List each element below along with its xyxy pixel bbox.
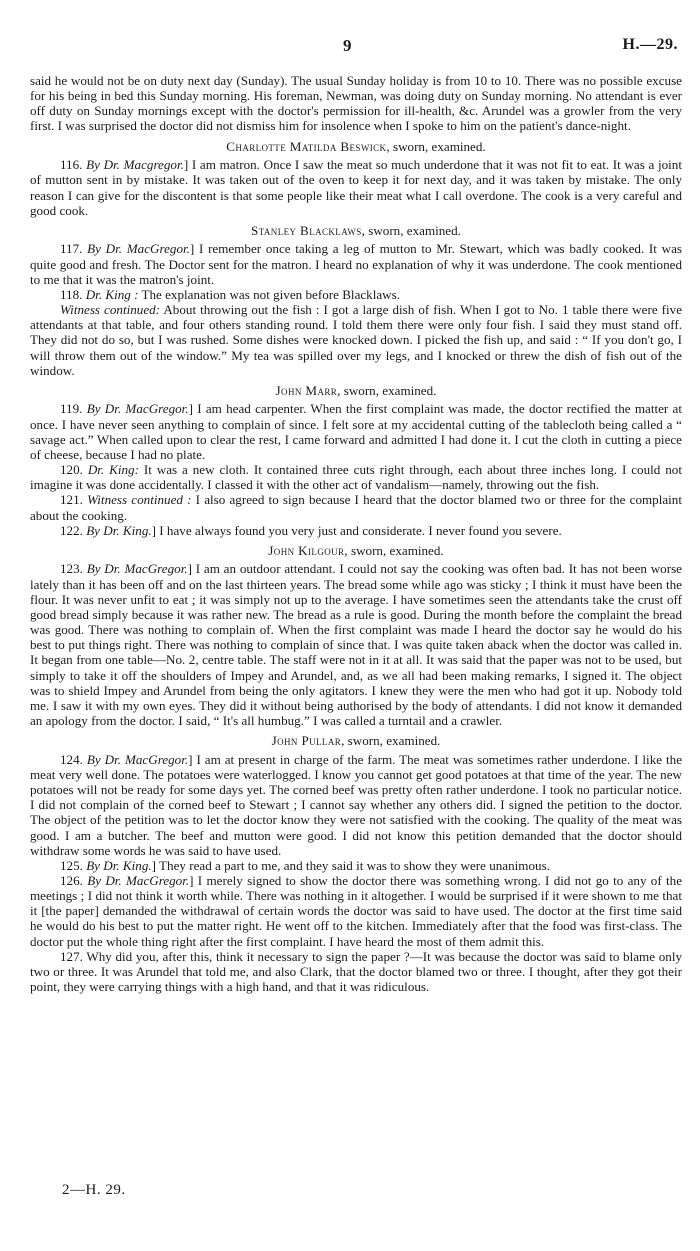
testimony-paragraph <box>30 287 682 302</box>
witness-name: Charlotte Matilda Beswick <box>226 138 387 154</box>
page-header <box>0 36 700 58</box>
question-number: 119. <box>60 401 87 417</box>
question-number: 116. <box>60 157 87 173</box>
testimony-text: It was a new cloth. It contained three cuts right through, each about three inches long. I could not imagine it was done accidentally. I classed it with the other act of vandalism—namely, throwing out the fish. <box>30 462 682 493</box>
question-number: 125. <box>60 857 87 873</box>
question-number: 123. <box>60 561 87 577</box>
testimony-text: ] I am matron. Once I saw the meat so much underdone that it was not fit to eat. It was a joint of mutton sent in by mistake. It was taken out of the oven to keep it for next day, and it was taken by mistake. The only reason I can give for the discontent is that some people like their meat what I call overdone. The cook is a very careful and good cook. <box>30 157 682 218</box>
question-number: 124. <box>60 751 87 767</box>
witness-heading <box>30 139 682 155</box>
testimony-paragraph <box>30 302 682 378</box>
witness-heading <box>30 223 682 239</box>
examiner-label: By Dr. King. <box>86 522 152 538</box>
examiner-label: By Dr. MacGregor. <box>86 401 189 417</box>
witness-name: John Marr <box>275 382 338 398</box>
body-text <box>30 73 682 994</box>
examiner-label: Dr. King : <box>85 286 139 302</box>
testimony-text: About throwing out the fish : I got a large dish of fish. When I got to No. 1 table there were five attendants at that table, and four others standing round. I told them there were only four fish. I said they must stand off. They did not do so, but I was rushed. Some dishes were knocked down. I picked the fish up, and said : “ If you don't go, I will throw them out of the window.” My tea was spilled over my legs, and I knocked or threw the dish of fish out of the window. <box>30 302 683 378</box>
testimony-paragraph <box>30 401 682 462</box>
examiner-label: By Dr. MacGregor. <box>87 241 190 257</box>
document-reference: H.—29. <box>622 36 678 53</box>
continued-paragraph: said he would not be on duty next day (Sunday). The usual Sunday holiday is from 10 to 10. There was no possible excuse for his being in bed this Sunday morning. His foreman, Newman, was doing duty on Sunday morning. No attendant is ever off duty on Sunday mornings except with the doctor's permission for ill-health, &c. Arundel was a growler from the very first. I was surprised the doctor did not dismiss him for insolence when I spoke to him on the patient's dance-night. <box>30 73 682 134</box>
witness-status: , sworn, examined. <box>341 733 441 749</box>
testimony-text: ] I am at present in charge of the farm. The meat was sometimes rather underdone. I like the meat very well done. The potatoes were waterlogged. I know you cannot get good potatoes at that time of the year. The new potatoes will not be ready for some days yet. The corned beef was pretty often rather underdone. I took no particular notice. I did not complain of the corned beef to Stewart ; I cannot say whether any others did. I signed the petition to the doctor. The object of the petition was to let the doctor know they were not satisfied with the cooking. The quality of the meat was good. I am a butcher. The beef and mutton were good. I did not know this petition demanded that the doctor should withdraw some words he was said to have used. <box>30 751 683 858</box>
testimony-text: ] I am head carpenter. When the first complaint was made, the doctor rectified the matter at once. I have never seen anything to complain of since. I felt sore at my accidental cutting of the tablecloth being called a “ savage act.” When called upon to clear the rest, I came forward and admitted I had done it. I cut the cloth in cutting a piece of cheese, because I had no plate. <box>30 401 682 462</box>
testimony-text: The explanation was not given before Blacklaws. <box>138 286 401 302</box>
witness-name: John Pullar <box>271 733 342 749</box>
testimony-text: ] I have always found you very just and considerate. I never found you severe. <box>151 522 562 538</box>
testimony-text: ] I remember once taking a leg of mutton to Mr. Stewart, which was badly cooked. It was quite good and fresh. The Doctor sent for the matron. I heard no explanation of why it was underdone. The cook mentioned to me that it was the matron's joint. <box>30 241 683 287</box>
examiner-label: Witness continued : <box>87 492 192 508</box>
testimony-paragraph <box>30 949 682 994</box>
examiner-label: By Dr. MacGregor. <box>86 561 188 577</box>
witness-status: , sworn, examined. <box>344 542 444 558</box>
question-number: 121. <box>60 492 88 508</box>
witness-name: Stanley Blacklaws <box>251 222 362 238</box>
question-number: 118. <box>60 286 86 302</box>
witness-heading <box>30 543 682 559</box>
examiner-label: By Dr. King. <box>86 857 152 873</box>
witness-name: John Kilgour <box>268 542 345 558</box>
testimony-paragraph <box>30 873 682 949</box>
testimony-paragraph <box>30 752 682 858</box>
question-number: 117. <box>60 241 88 257</box>
witness-heading <box>30 733 682 749</box>
question-number: 126. <box>60 873 88 888</box>
question-number: 122. <box>60 522 87 538</box>
witness-status: , sworn, examined. <box>386 138 486 154</box>
question-number: 127. <box>60 948 87 964</box>
examiner-label: By Dr. Macgregor. <box>86 157 184 173</box>
page-number: 9 <box>343 36 352 55</box>
testimony-paragraph <box>30 241 682 286</box>
testimony-paragraph <box>30 858 682 873</box>
examiner-label: By Dr. MacGregor. <box>87 873 190 888</box>
testimony-paragraph <box>30 492 682 522</box>
testimony-paragraph <box>30 462 682 492</box>
testimony-text: ] They read a part to me, and they said it was to show they were unanimous. <box>151 857 550 873</box>
testimony-text: ] I am an outdoor attendant. I could not say the cooking was often bad. It has not been worse lately than it has been off and on the last thirteen years. The bread some while ago was sticky ; I think it must have been the flour. It was never unfit to eat ; it was simply not up to the average. I have sometimes seen the attendants take the crust off good bread simply because it was rather new. The bread as a rule is good. During the month before the complaint the bread was good. There was nothing to complain of. When the first complaint was made I heard the doctor say he would do his best to put things right. There was nothing to complain of since that. I was quite taken aback when the doctor was called in. It began from one table—No. 2, centre table. The staff were not in it at all. It was said that the paper was not to be used, but simply to take it off the shoulders of Impey and Arundel, and, as we all had been making remarks, I signed it. The object was to shield Impey and Arundel from being the only agitators. I knew they were the men who had got it up. Nobody told me. I saw it with my own eyes. They did it without being authorised by the body of attendants. I did not know it demanded an apology from the doctor. I said, “ It's all humbug.” I was called a turntail and a crawler. <box>30 561 682 728</box>
witness-status: , sworn, examined. <box>337 382 437 398</box>
printer-signature: 2—H. 29. <box>62 1182 126 1198</box>
testimony-text: Why did you, after this, think it necessary to sign the paper ?—It was because the doctor was said to blame only two or three. It was Arundel that told me, and also Clark, that the doctor blamed two or three. I thought, after they got their point, they were carrying things with a high hand, and that it was ridiculous. <box>30 948 682 995</box>
testimony-paragraph <box>30 561 682 728</box>
examiner-label: By Dr. MacGregor. <box>86 751 189 767</box>
witness-status: , sworn, examined. <box>361 222 461 238</box>
question-number: 120. <box>60 462 88 478</box>
testimony-text: ] I merely signed to show the doctor there was something wrong. I did not go to any of the meetings ; I did not think it worth while. There was nothing in it altogether. I would be surprised if it were shown to me that it [the paper] demanded the withdrawal of certain words the doctor was said to have used. The doctor at the first time said he would do his best to put the matter right. He went off to the kitchen. Immediately after that the food was first-class. The doctor put the whole thing right after the first complaint. I have heard the most of them admit this. <box>30 873 683 949</box>
testimony-text: I also agreed to sign because I heard that the doctor blamed two or three for the complaint about the cooking. <box>30 492 682 523</box>
testimony-paragraph <box>30 523 682 538</box>
examiner-label: Dr. King: <box>87 462 139 478</box>
witness-heading <box>30 383 682 399</box>
testimony-paragraph <box>30 157 682 218</box>
examiner-label: Witness continued: <box>60 302 161 318</box>
